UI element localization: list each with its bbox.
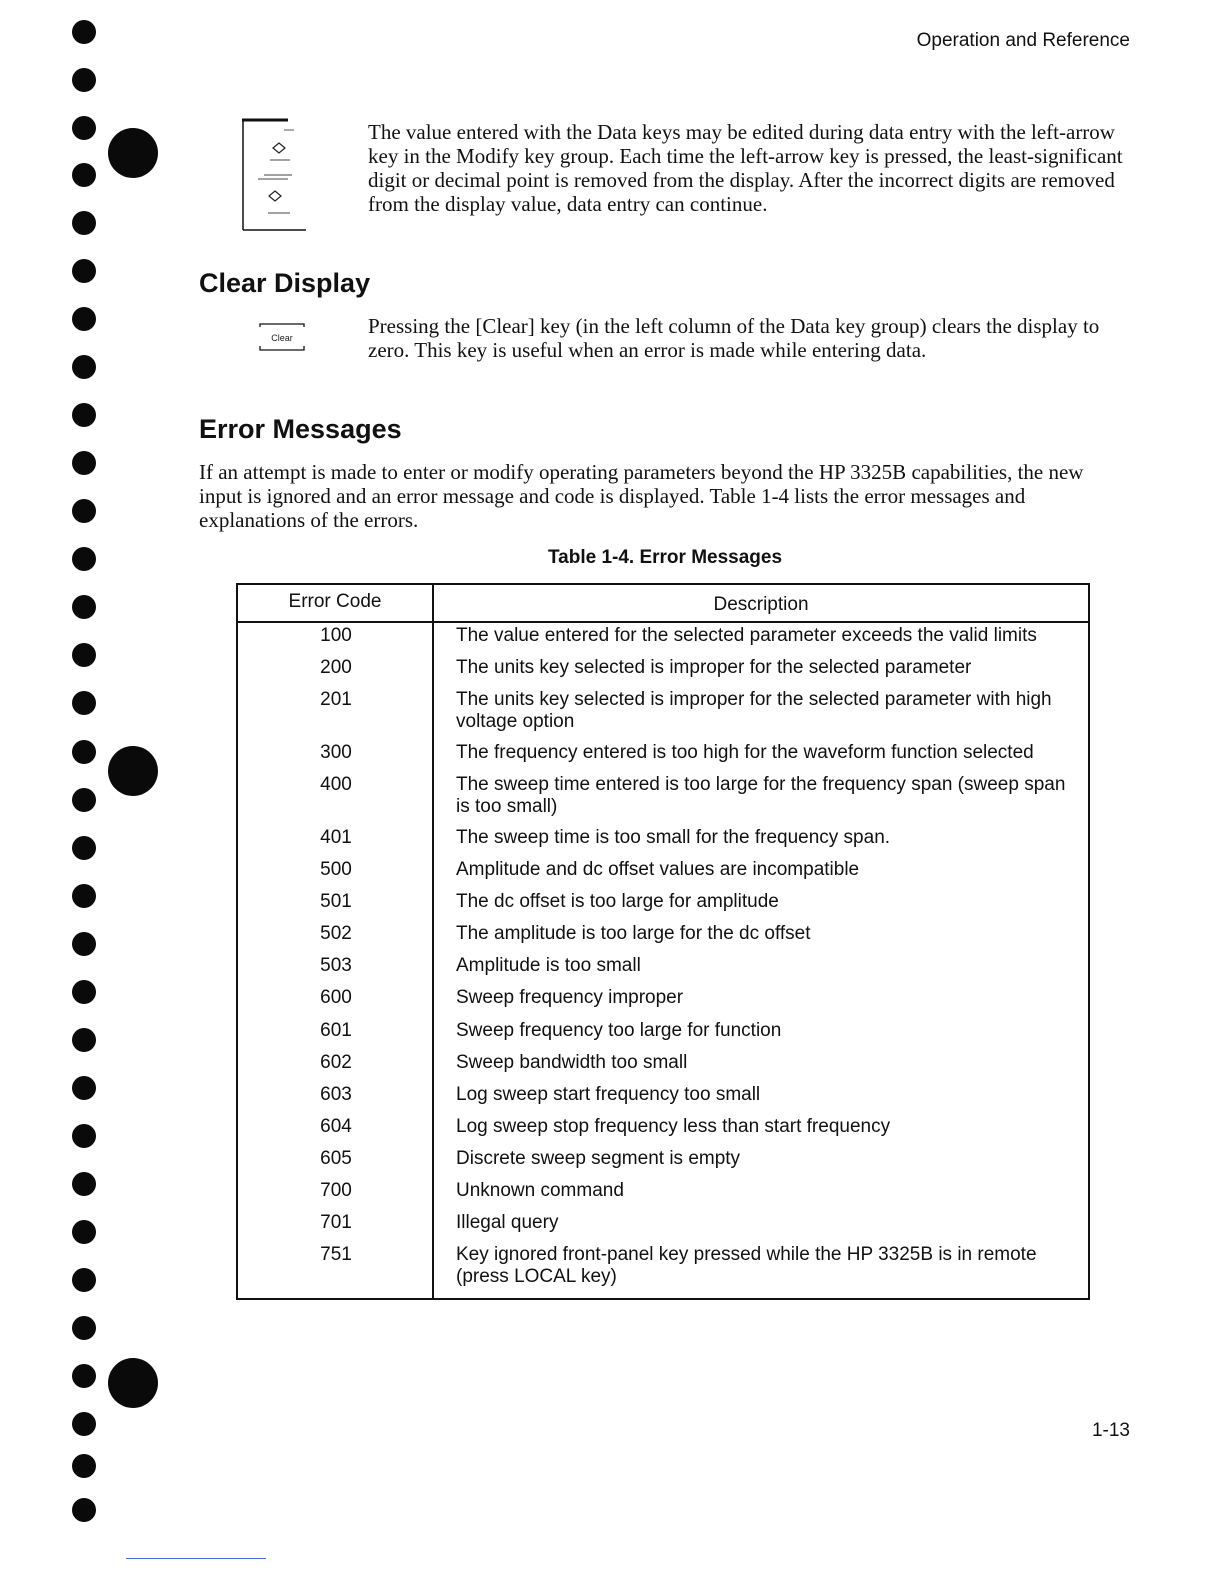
description-cell: The amplitude is too large for the dc offset xyxy=(456,923,811,944)
binder-hole xyxy=(72,1454,96,1478)
error-code-cell: 604 xyxy=(320,1116,352,1137)
description-cell: Log sweep stop frequency less than start frequency xyxy=(456,1116,891,1137)
error-code-cell: 503 xyxy=(320,955,352,976)
binder-hole xyxy=(72,643,96,667)
column-header-error-code: Error Code xyxy=(288,591,382,612)
binder-hole-large xyxy=(108,746,158,796)
binder-hole xyxy=(72,116,96,140)
binder-hole xyxy=(72,884,96,908)
description-cell: Log sweep start frequency too small xyxy=(456,1084,761,1105)
binder-hole xyxy=(72,547,96,571)
binder-hole xyxy=(72,932,96,956)
binder-hole xyxy=(72,499,96,523)
binder-hole xyxy=(72,163,96,187)
binder-hole xyxy=(72,1076,96,1100)
modify-paragraph: The value entered with the Data keys may be edited during data entry with the left-arrow key in the Modify key group. Each time the left-arrow key is pressed, the least-significant digit or decimal point is removed from the display. After the incorrect digits are removed from the display value, data entry can continue. xyxy=(368,120,1123,216)
binder-holes xyxy=(0,0,170,1584)
description-cell: Amplitude and dc offset values are incompatible xyxy=(456,859,860,880)
error-code-cell: 751 xyxy=(320,1244,352,1265)
modify-keys-icon xyxy=(242,118,308,231)
binder-hole xyxy=(72,836,96,860)
binder-hole xyxy=(72,595,96,619)
binder-hole xyxy=(72,1028,96,1052)
error-messages-table xyxy=(236,583,1090,1300)
error-code-cell: 501 xyxy=(320,891,352,912)
binder-hole xyxy=(72,1268,96,1292)
clear-display-paragraph: Pressing the [Clear] key (in the left column of the Data key group) clears the display to zero. This key is useful when an error is made while entering data. xyxy=(368,314,1100,362)
description-cell: Discrete sweep segment is empty xyxy=(456,1148,741,1169)
running-header: Operation and Reference xyxy=(916,30,1130,51)
binder-hole xyxy=(72,68,96,92)
description-cell: The units key selected is improper for the selected parameter with high voltage option xyxy=(456,689,1052,732)
binder-hole-large xyxy=(108,1358,158,1408)
binder-hole xyxy=(72,451,96,475)
binder-hole xyxy=(72,740,96,764)
description-cell: The frequency entered is too high for the waveform function selected xyxy=(456,742,1034,763)
binder-hole xyxy=(72,691,96,715)
error-code-cell: 100 xyxy=(320,625,352,646)
binder-hole xyxy=(72,259,96,283)
description-cell: Sweep bandwidth too small xyxy=(456,1052,688,1073)
binder-hole xyxy=(72,980,96,1004)
description-cell: Illegal query xyxy=(456,1212,559,1233)
binder-hole xyxy=(72,1498,96,1522)
binder-hole xyxy=(72,403,96,427)
error-code-cell: 201 xyxy=(320,689,352,710)
binder-hole xyxy=(72,788,96,812)
binder-hole xyxy=(72,1412,96,1436)
binder-hole xyxy=(72,307,96,331)
binder-hole xyxy=(72,1220,96,1244)
description-cell: Sweep frequency improper xyxy=(456,987,684,1008)
error-code-cell: 200 xyxy=(320,657,352,678)
description-cell: The dc offset is too large for amplitude xyxy=(456,891,779,912)
error-code-cell: 401 xyxy=(320,827,352,848)
error-code-cell: 502 xyxy=(320,923,352,944)
error-code-cell: 700 xyxy=(320,1180,352,1201)
table-caption: Table 1-4. Error Messages xyxy=(547,547,783,568)
error-code-cell: 500 xyxy=(320,859,352,880)
description-cell: The sweep time entered is too large for the frequency span (sweep span is too small) xyxy=(456,774,1066,817)
error-code-cell: 400 xyxy=(320,774,352,795)
description-cell: The units key selected is improper for the selected parameter xyxy=(456,657,972,678)
description-cell: Key ignored front-panel key pressed while the HP 3325B is in remote (press LOCAL key) xyxy=(456,1244,1037,1287)
clear-display-heading: Clear Display xyxy=(199,268,371,298)
page-number: 1-13 xyxy=(1091,1420,1130,1441)
error-code-cell: 602 xyxy=(320,1052,352,1073)
binder-hole xyxy=(72,1364,96,1388)
column-header-description: Description xyxy=(713,594,809,615)
description-cell: The value entered for the selected parameter exceeds the valid limits xyxy=(456,625,1037,646)
error-code-cell: 600 xyxy=(320,987,352,1008)
binder-hole xyxy=(72,20,96,44)
binder-hole-large xyxy=(108,128,158,178)
binder-hole xyxy=(72,1172,96,1196)
clear-key-label: Clear xyxy=(271,333,293,343)
bottom-rule xyxy=(126,1558,266,1559)
error-messages-paragraph: If an attempt is made to enter or modify operating parameters beyond the HP 3325B capabilities, the new input is ignored and an error message and code is displayed. Table 1-4 lists the error messages and explanations of the errors. xyxy=(199,460,1084,532)
error-code-cell: 601 xyxy=(320,1020,352,1041)
error-code-cell: 605 xyxy=(320,1148,352,1169)
binder-hole xyxy=(72,355,96,379)
error-code-cell: 701 xyxy=(320,1212,352,1233)
description-cell: Amplitude is too small xyxy=(456,955,641,976)
binder-hole xyxy=(72,211,96,235)
error-code-cell: 603 xyxy=(320,1084,352,1105)
clear-key-icon xyxy=(258,322,306,352)
description-cell: The sweep time is too small for the frequency span. xyxy=(456,827,891,848)
description-cell: Sweep frequency too large for function xyxy=(456,1020,782,1041)
description-cell: Unknown command xyxy=(456,1180,624,1201)
table-header xyxy=(238,585,1088,623)
binder-hole xyxy=(72,1124,96,1148)
error-messages-heading: Error Messages xyxy=(199,414,402,444)
binder-hole xyxy=(72,1316,96,1340)
error-code-cell: 300 xyxy=(320,742,352,763)
